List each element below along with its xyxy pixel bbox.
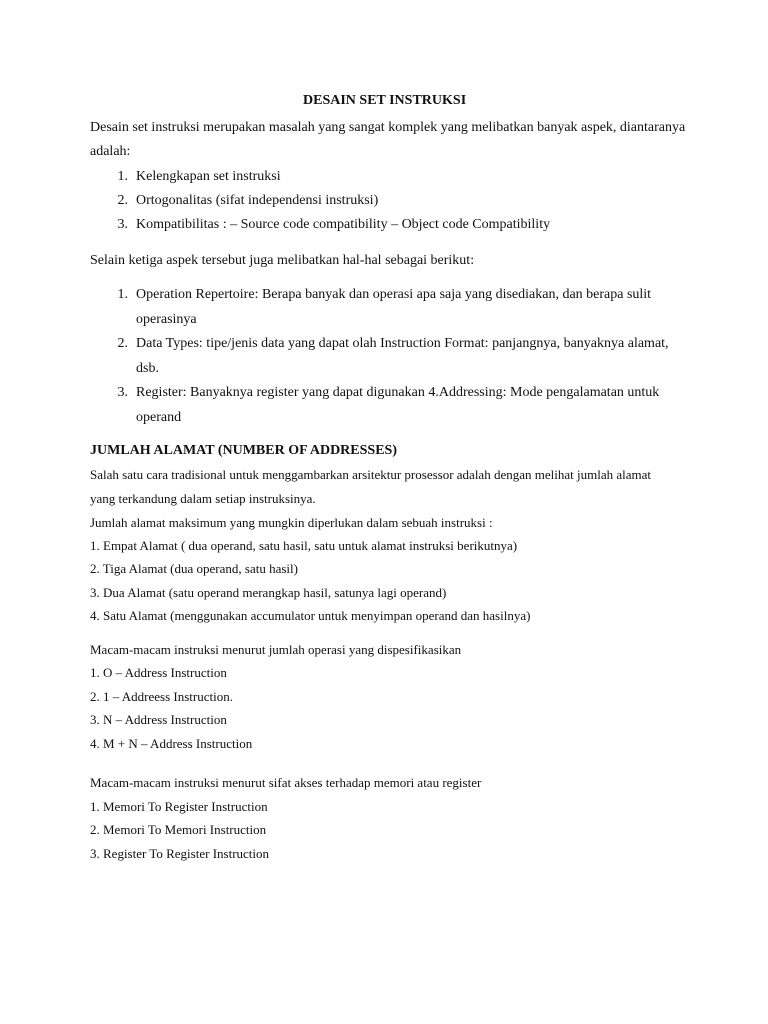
other-list-item xyxy=(90,286,690,304)
list-text: dsb. xyxy=(136,361,159,376)
other-list-item xyxy=(90,384,690,402)
list-text: Kelengkapan set instruksi xyxy=(136,169,281,184)
list-item: 1. Memori To Register Instruction xyxy=(90,799,268,814)
list-item: 1. Empat Alamat ( dua operand, satu hasil, satu untuk alamat instruksi berikutnya) xyxy=(90,538,518,553)
ops-intro: Macam-macam instruksi menurut jumlah operasi yang dispesifikasikan xyxy=(90,642,462,657)
list-number: 1. xyxy=(117,287,128,302)
list-text: Data Types: tipe/jenis data yang dapat olah Instruction Format: panjangnya, banyaknya alamat, xyxy=(136,336,669,351)
aspect-list-item xyxy=(90,192,690,210)
list-item: 1. O – Address Instruction xyxy=(90,665,227,680)
intro-line-1: Desain set instruksi merupakan masalah yang sangat komplek yang melibatkan banyak aspek, diantaranya xyxy=(90,120,686,135)
max-address-intro: Jumlah alamat maksimum yang mungkin diperlukan dalam sebuah instruksi : xyxy=(90,515,493,530)
list-item: 3. N – Address Instruction xyxy=(90,712,227,727)
paragraph-line: yang terkandung dalam setiap instruksinya. xyxy=(90,491,316,506)
paragraph-line: Salah satu cara tradisional untuk menggambarkan arsitektur prosessor adalah dengan melihat jumlah alamat xyxy=(90,467,651,482)
aspect-list-item xyxy=(90,168,690,186)
list-number: 3. xyxy=(117,217,128,232)
list-text: Operation Repertoire: Berapa banyak dan operasi apa saja yang disediakan, dan berapa sulit xyxy=(136,287,652,302)
list-item: 2. Tiga Alamat (dua operand, satu hasil) xyxy=(90,561,298,576)
other-list-item xyxy=(90,335,690,353)
other-list-item-continued xyxy=(90,409,690,427)
list-text: operasinya xyxy=(136,312,197,327)
other-list-item-continued xyxy=(90,311,690,329)
aspect-list-item xyxy=(90,216,690,234)
list-text: Kompatibilitas : – Source code compatibility – Object code Compatibility xyxy=(136,217,551,232)
list-item: 2. 1 – Addreess Instruction. xyxy=(90,689,233,704)
section-heading: JUMLAH ALAMAT (NUMBER OF ADDRESSES) xyxy=(90,443,397,458)
list-item: 4. Satu Alamat (menggunakan accumulator untuk menyimpan operand dan hasilnya) xyxy=(90,608,531,623)
list-text: Register: Banyaknya register yang dapat digunakan 4.Addressing: Mode pengalamatan untuk xyxy=(136,385,660,400)
intro-line-2: adalah: xyxy=(90,144,131,159)
document-title: DESAIN SET INSTRUKSI xyxy=(303,93,467,108)
other-aspects-intro: Selain ketiga aspek tersebut juga melibatkan hal-hal sebagai berikut: xyxy=(90,253,475,268)
list-text: operand xyxy=(136,410,182,425)
list-item: 3. Register To Register Instruction xyxy=(90,846,270,861)
other-list-item-continued xyxy=(90,360,690,378)
list-number: 2. xyxy=(117,336,128,351)
list-item: 2. Memori To Memori Instruction xyxy=(90,822,267,837)
list-item: 3. Dua Alamat (satu operand merangkap hasil, satunya lagi operand) xyxy=(90,585,447,600)
list-item: 4. M + N – Address Instruction xyxy=(90,736,253,751)
list-number: 1. xyxy=(117,169,128,184)
list-number: 3. xyxy=(117,385,128,400)
access-intro: Macam-macam instruksi menurut sifat akses terhadap memori atau register xyxy=(90,775,482,790)
list-number: 2. xyxy=(117,193,128,208)
list-text: Ortogonalitas (sifat independensi instruksi) xyxy=(136,193,379,208)
